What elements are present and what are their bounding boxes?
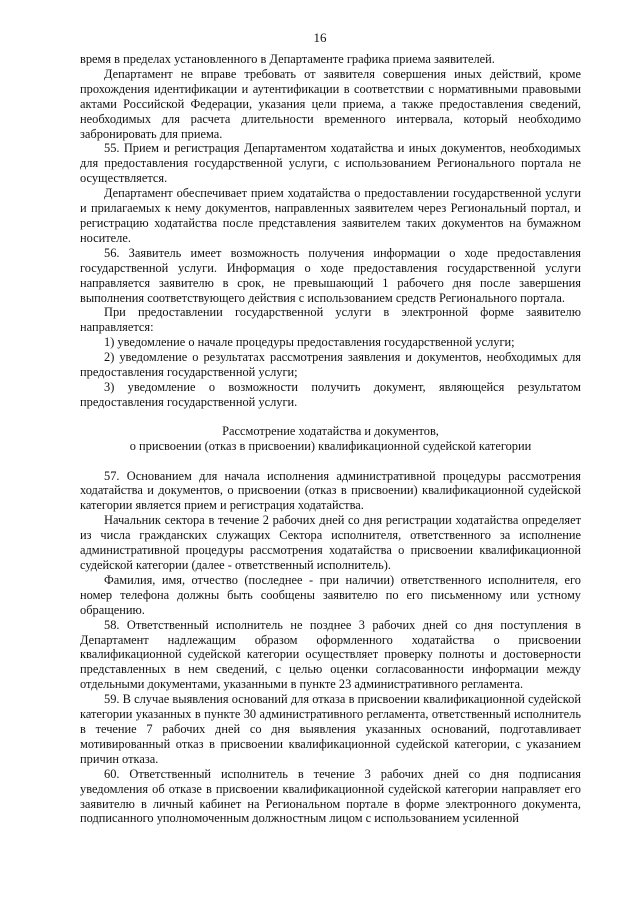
section-heading [80, 424, 581, 454]
paragraph: время в пределах установленного в Департаменте графика приема заявителей. [80, 52, 495, 66]
heading-line-1: Рассмотрение ходатайства и документов, [222, 423, 439, 438]
paragraph: 56. Заявитель имеет возможность получения информации о ходе предоставления государственной услуги. Информация о ходе предоставления государственной услуги направляется заявителю в срок, не превышающий 1 рабочего дня после завершения выполнения соответствующего действия с использованием средств Регионального портала. [80, 245, 581, 305]
paragraph: Департамент не вправе требовать от заявителя совершения иных действий, кроме прохождения идентификации и аутентификации в соответствии с нормативными правовыми актами Российской Федерации, указания цели приема, а также предоставления сведений, необходимых для расчета длительности временного интервала, который необходимо забронировать для приема. [80, 66, 581, 141]
paragraph: 55. Прием и регистрация Департаментом ходатайства и иных документов, необходимых для предоставления государственной услуги, с использованием Регионального портала не осуществляется. [80, 141, 581, 186]
paragraph: 57. Основанием для начала исполнения административной процедуры рассмотрения ходатайства и документов, о присвоении (отказ в присвоении) квалификационной судейской категории является прием и регистрация ходатайства. [80, 468, 581, 513]
paragraph: 2) уведомление о результатах рассмотрения заявления и документов, необходимых для предоставления государственной услуги; [80, 350, 581, 380]
heading-line-2: о присвоении (отказ в присвоении) квалификационной судейской категории [129, 438, 532, 453]
document-body [80, 52, 581, 826]
paragraph: Департамент обеспечивает прием ходатайства о предоставлении государственной услуги и прилагаемых к нему документов, направленных заявителем через Региональный портал, и регистрацию ходатайства после представления заявителем таких документов на бумажном носителе. [80, 186, 581, 245]
paragraph: 3) уведомление о возможности получить документ, являющейся результатом предоставления государственной услуги. [80, 379, 581, 409]
paragraph: Начальник сектора в течение 2 рабочих дней со дня регистрации ходатайства определяет из числа гражданских служащих Сектора исполнителя, ответственного за исполнение административной процедуры рассмотрения ходатайства о присвоении квалификационной судейской категории (далее - ответственный исполнитель). [80, 513, 581, 572]
paragraph: 58. Ответственный исполнитель не позднее 3 рабочих дней со дня поступления в Департамент надлежащим образом оформленного ходатайства о присвоении квалификационной судейской категории осуществляет проверку полноты и достоверности представленных в нем сведений, с целью оценки согласованности информации между отдельными документами, указанными в пункте 23 административного регламента. [80, 617, 581, 692]
paragraph: 1) уведомление о начале процедуры предоставления государственной услуги; [104, 335, 515, 350]
paragraphs-bottom [80, 469, 581, 827]
paragraph: 60. Ответственный исполнитель в течение 3 рабочих дней со дня подписания уведомления об отказе в присвоении квалификационной судейской категории направляет его заявителю в личный кабинет на Региональном портале в форме электронного документа, подписанного уполномоченным должностным лицом с использованием усиленной [80, 766, 581, 826]
paragraph: Фамилия, имя, отчество (последнее - при наличии) ответственного исполнителя, его номер телефона должны быть сообщены заявителю по его письменному или устному обращению. [80, 572, 581, 617]
paragraph: 59. В случае выявления оснований для отказа в присвоении квалификационной судейской категории указанных в пункте 30 административного регламента, ответственный исполнитель в течение 7 рабочих дней со дня выявления указанных оснований, подготавливает мотивированный отказ в присвоении квалификационной судейской категории, с указанием причин отказа. [80, 692, 581, 766]
paragraph: При предоставлении государственной услуги в электронной форме заявителю направляется: [80, 305, 581, 335]
paragraphs-top [80, 52, 581, 410]
page-number: 16 [313, 30, 327, 45]
